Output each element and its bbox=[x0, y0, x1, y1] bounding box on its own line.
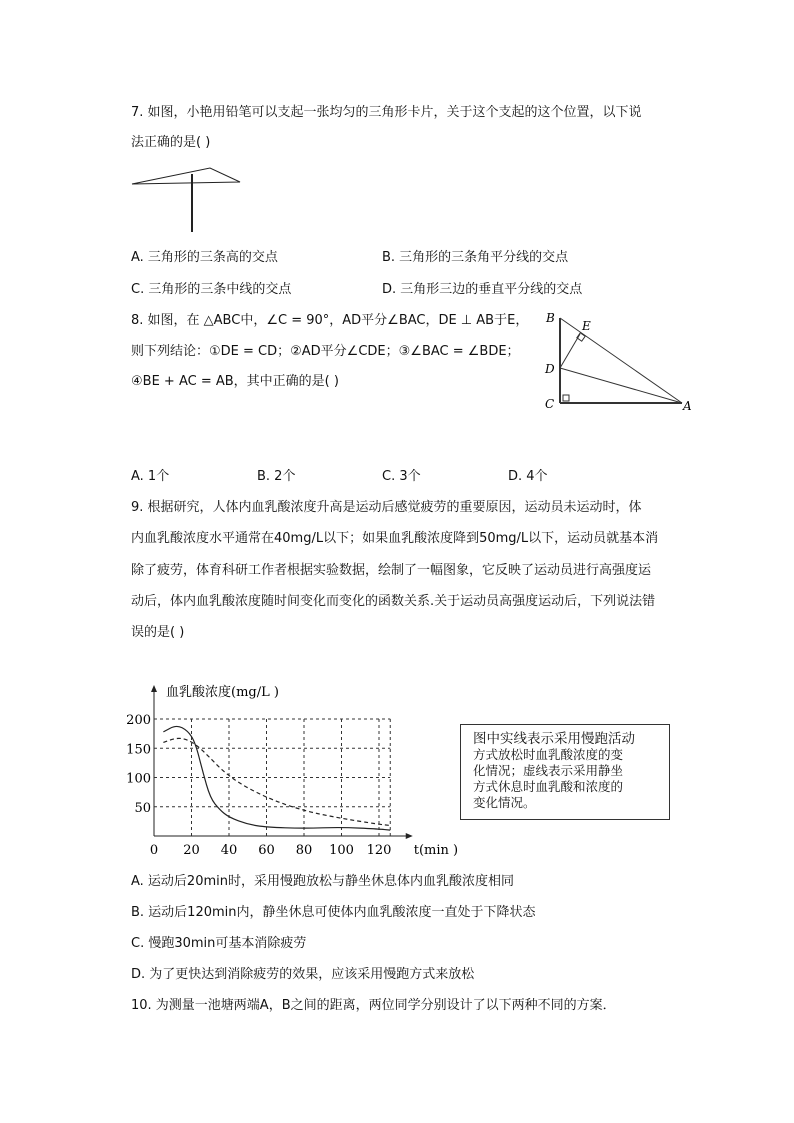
q7-option-a: A. 三角形的三条高的交点 bbox=[131, 250, 278, 265]
q9-text: 误的是( ) bbox=[131, 625, 185, 640]
q8-text: 8. 如图，在 △ABC中，∠C = 90°，AD平分∠BAC，DE ⊥ AB于E， bbox=[131, 313, 529, 328]
q8-option-a: A. 1个 bbox=[131, 469, 170, 484]
label-c: C bbox=[545, 397, 555, 411]
q10-text: 10. 为测量一池塘两端A，B之间的距离，两位同学分别设计了以下两种不同的方案． bbox=[131, 998, 616, 1013]
q7-option-c: C. 三角形的三条中线的交点 bbox=[131, 282, 292, 297]
x-tick-label: 0 bbox=[149, 843, 159, 858]
q9-option-b: B. 运动后120min内，静坐休息可使体内血乳酸浓度一直处于下降状态 bbox=[131, 905, 536, 920]
label-d: D bbox=[545, 362, 555, 376]
q7-text: 法正确的是( ) bbox=[131, 135, 211, 150]
q8-option-b: B. 2个 bbox=[257, 469, 296, 484]
q7-text: 7. 如图，小艳用铅笔可以支起一张均匀的三角形卡片，关于这个支起的这个位置，以下说 bbox=[131, 105, 642, 120]
triangle-abc-figure bbox=[538, 306, 698, 416]
q8-option-c: C. 3个 bbox=[382, 469, 421, 484]
q9-text: 9. 根据研究，人体内血乳酸浓度升高是运动后感觉疲劳的重要原因，运动员未运动时，体 bbox=[131, 500, 642, 515]
note-line: 变化情况。 bbox=[473, 795, 536, 810]
q9-option-a: A. 运动后20min时，采用慢跑放松与静坐休息体内血乳酸浓度相同 bbox=[131, 874, 514, 889]
y-axis-arrow bbox=[151, 685, 157, 692]
y-axis-label: 血乳酸浓度(mg/L ) bbox=[166, 685, 279, 700]
q9-text: 内血乳酸浓度水平通常在40mg/L以下；如果血乳酸浓度降到50mg/L以下，运动员就基本消 bbox=[131, 531, 659, 546]
x-axis-label: t(min ) bbox=[413, 843, 459, 858]
q9-option-d: D. 为了更快达到消除疲劳的效果，应该采用慢跑方式来放松 bbox=[131, 967, 475, 982]
x-tick-label: 80 bbox=[295, 843, 313, 858]
note-line: 化情况；虚线表示采用静坐 bbox=[473, 763, 624, 778]
y-tick-label: 50 bbox=[134, 800, 151, 816]
x-tick-label: 60 bbox=[258, 843, 275, 858]
x-axis-arrow bbox=[406, 833, 413, 839]
q7-option-b: B. 三角形的三条角平分线的交点 bbox=[382, 250, 569, 265]
x-tick-label: 40 bbox=[220, 843, 238, 858]
chart-note-box bbox=[460, 724, 670, 820]
note-line: 方式休息时血乳酸和浓度的 bbox=[473, 779, 624, 794]
y-tick-label: 200 bbox=[126, 713, 151, 728]
q9-text: 动后，体内血乳酸浓度随时间变化而变化的函数关系.关于运动员高强度运动后，下列说法错 bbox=[131, 594, 656, 609]
q7-option-d: D. 三角形三边的垂直平分线的交点 bbox=[382, 282, 583, 297]
q9-option-c: C. 慢跑30min可基本消除疲劳 bbox=[131, 936, 307, 951]
q8-option-d: D. 4个 bbox=[508, 469, 548, 484]
q9-text: 除了疲劳，体育科研工作者根据实验数据，绘制了一幅图象，它反映了运动员进行高强度运 bbox=[131, 563, 652, 578]
x-tick-label: 20 bbox=[183, 843, 200, 858]
note-line: 方式放松时血乳酸浓度的变 bbox=[473, 747, 624, 762]
q8-text: 则下列结论：①DE = CD；②AD平分∠CDE；③∠BAC = ∠BDE； bbox=[131, 344, 520, 359]
label-a: A bbox=[683, 399, 692, 413]
q8-text: ④BE + AC = AB，其中正确的是( ) bbox=[131, 374, 339, 389]
series-line-jogging bbox=[163, 726, 390, 830]
x-tick-label: 100 bbox=[329, 843, 354, 858]
x-tick-label: 120 bbox=[366, 843, 392, 858]
y-tick-label: 100 bbox=[126, 771, 151, 787]
label-b: B bbox=[546, 311, 555, 325]
y-tick-label: 150 bbox=[126, 742, 151, 758]
pencil-triangle-figure bbox=[130, 164, 245, 236]
lactate-chart bbox=[120, 680, 459, 860]
label-e: E bbox=[582, 319, 591, 333]
note-line: 图中实线表示采用慢跑活动 bbox=[473, 731, 635, 747]
